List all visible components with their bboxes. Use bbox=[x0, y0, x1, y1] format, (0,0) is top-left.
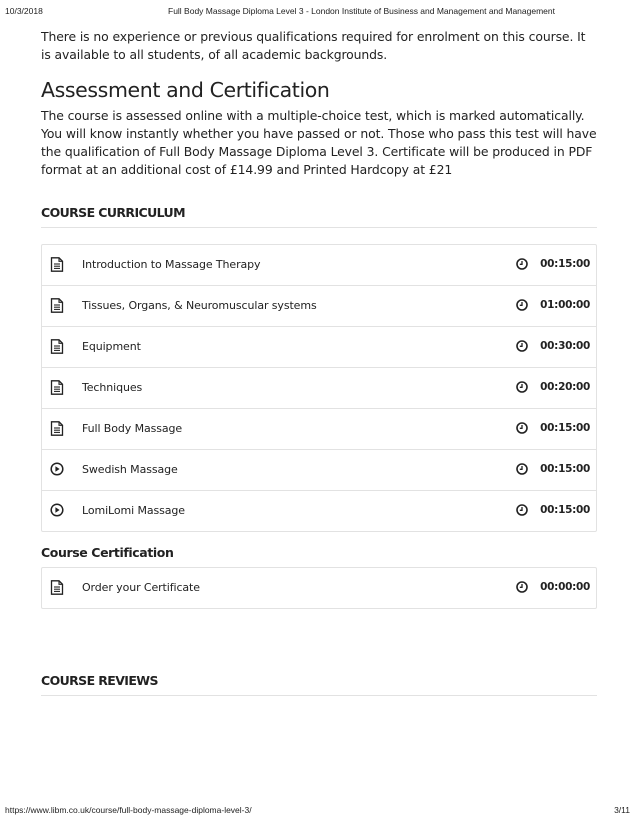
curriculum-row[interactable] bbox=[42, 245, 596, 285]
curriculum-table bbox=[41, 244, 597, 532]
lesson-title[interactable]: Tissues, Organs, & Neuromuscular systems bbox=[82, 299, 317, 312]
divider bbox=[41, 227, 597, 228]
curriculum-row[interactable] bbox=[42, 326, 596, 367]
clock-icon bbox=[516, 581, 528, 593]
curriculum-row[interactable] bbox=[42, 408, 596, 449]
intro-paragraph: There is no experience or previous qualifications required for enrolment on this course. It is available to all students, of all academic backgrounds. bbox=[41, 29, 586, 62]
document-icon bbox=[50, 298, 64, 313]
lesson-title[interactable]: LomiLomi Massage bbox=[82, 504, 185, 517]
lesson-duration: 00:30:00 bbox=[540, 340, 590, 352]
lesson-duration: 01:00:00 bbox=[540, 299, 590, 311]
clock-icon bbox=[516, 504, 528, 516]
lesson-title[interactable]: Swedish Massage bbox=[82, 463, 178, 476]
curriculum-row[interactable] bbox=[42, 285, 596, 326]
print-page-title: Full Body Massage Diploma Level 3 - London Institute of Business and Management and Management bbox=[168, 6, 555, 16]
main-content bbox=[41, 28, 597, 696]
clock-icon bbox=[516, 422, 528, 434]
clock-icon bbox=[516, 381, 528, 393]
print-date: 10/3/2018 bbox=[5, 6, 43, 16]
clock-icon bbox=[516, 299, 528, 311]
lesson-duration: 00:15:00 bbox=[540, 422, 590, 434]
certification-table bbox=[41, 567, 597, 609]
assessment-heading: Assessment and Certification bbox=[41, 78, 330, 102]
clock-icon bbox=[516, 463, 528, 475]
lesson-duration: 00:20:00 bbox=[540, 381, 590, 393]
curriculum-row[interactable] bbox=[42, 367, 596, 408]
play-icon bbox=[50, 462, 64, 477]
document-icon bbox=[50, 380, 64, 395]
lesson-title[interactable]: Order your Certificate bbox=[82, 581, 200, 594]
certification-section bbox=[41, 545, 597, 609]
lesson-title[interactable]: Introduction to Massage Therapy bbox=[82, 258, 261, 271]
document-icon bbox=[50, 421, 64, 436]
document-icon bbox=[50, 257, 64, 272]
lesson-duration: 00:15:00 bbox=[540, 463, 590, 475]
print-url: https://www.libm.co.uk/course/full-body-massage-diploma-level-3/ bbox=[5, 805, 252, 815]
reviews-heading: COURSE REVIEWS bbox=[41, 673, 158, 688]
document-icon bbox=[50, 339, 64, 354]
clock-icon bbox=[516, 258, 528, 270]
curriculum-section bbox=[41, 205, 597, 532]
curriculum-row[interactable] bbox=[42, 449, 596, 490]
lesson-duration: 00:00:00 bbox=[540, 581, 590, 593]
lesson-title[interactable]: Techniques bbox=[82, 381, 143, 394]
clock-icon bbox=[516, 340, 528, 352]
lesson-duration: 00:15:00 bbox=[540, 504, 590, 516]
curriculum-row[interactable] bbox=[42, 490, 596, 531]
curriculum-row[interactable] bbox=[42, 568, 596, 608]
lesson-title[interactable]: Equipment bbox=[82, 340, 141, 353]
assessment-paragraph: The course is assessed online with a multiple-choice test, which is marked automatically. You will know instantly whether you have passed or not. Those who pass this test will have the qualification of Full Body Massage Diploma Level 3. Certificate will be produced in PDF format at an additional cost of £14.99 and Printed Hardcopy at £21 bbox=[41, 108, 597, 177]
page-number: 3/11 bbox=[614, 805, 630, 815]
curriculum-heading: COURSE CURRICULUM bbox=[41, 205, 185, 220]
lesson-duration: 00:15:00 bbox=[540, 258, 590, 270]
reviews-section bbox=[41, 673, 597, 696]
document-icon bbox=[50, 580, 64, 595]
divider bbox=[41, 695, 597, 696]
certification-heading: Course Certification bbox=[41, 545, 174, 560]
lesson-title[interactable]: Full Body Massage bbox=[82, 422, 183, 435]
play-icon bbox=[50, 503, 64, 518]
